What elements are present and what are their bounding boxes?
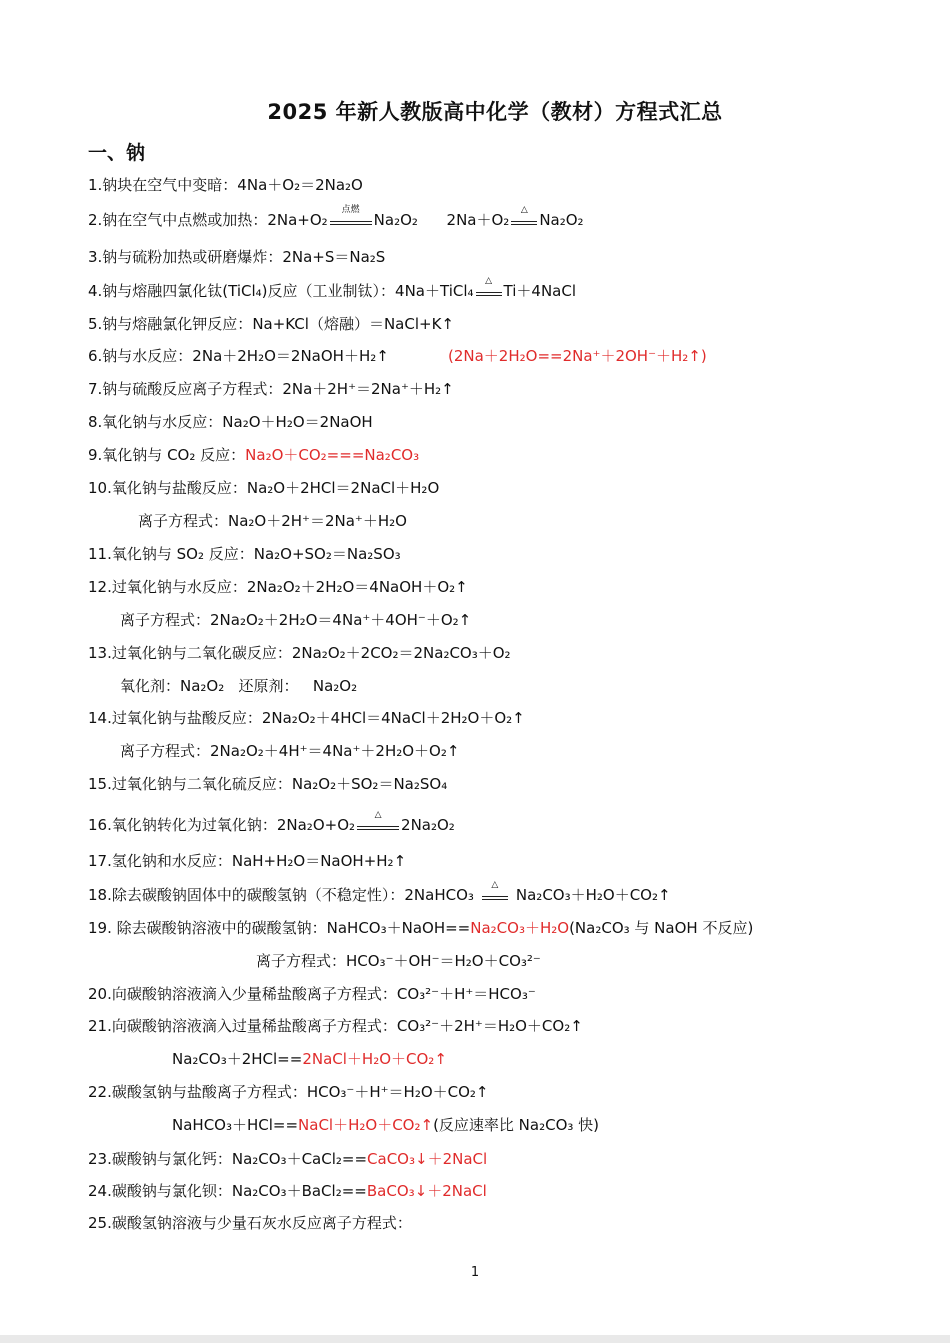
equation-line: 1.钠块在空气中变暗：4Na＋O₂＝2Na₂O bbox=[88, 176, 363, 194]
equation-line: 24.碳酸钠与氯化钡：Na₂CO₃＋BaCl₂==BaCO₃↓＋2NaCl bbox=[88, 1182, 487, 1200]
equation-line: 12.过氧化钠与水反应：2Na₂O₂＋2H₂O＝4NaOH＋O₂↑ bbox=[88, 578, 468, 596]
reaction-condition: △ bbox=[357, 819, 399, 833]
equation-line: 7.钠与硫酸反应离子方程式：2Na＋2H⁺＝2Na⁺＋H₂↑ bbox=[88, 380, 454, 398]
document-title: 2025 年新人教版高中化学（教材）方程式汇总 bbox=[267, 100, 723, 124]
reaction-condition: △ bbox=[511, 214, 537, 228]
equation-line: 离子方程式：2Na₂O₂＋2H₂O＝4Na⁺＋4OH⁻＋O₂↑ bbox=[120, 611, 472, 629]
equation-line: 17.氢化钠和水反应：NaH+H₂O＝NaOH+H₂↑ bbox=[88, 852, 407, 870]
equation-line: 15.过氧化钠与二氧化硫反应：Na₂O₂＋SO₂＝Na₂SO₄ bbox=[88, 775, 448, 793]
equation-line: 5.钠与熔融氯化钾反应：Na+KCl（熔融）＝NaCl+K↑ bbox=[88, 315, 454, 333]
equation-line: 23.碳酸钠与氯化钙：Na₂CO₃＋CaCl₂==CaCO₃↓＋2NaCl bbox=[88, 1150, 488, 1168]
equation-line: 18.除去碳酸钠固体中的碳酸氢钠（不稳定性）：2NaHCO₃ △ Na₂CO₃＋H₂O＋CO₂↑ bbox=[88, 879, 671, 904]
equation-line: 13.过氧化钠与二氧化碳反应：2Na₂O₂＋2CO₂＝2Na₂CO₃＋O₂ bbox=[88, 644, 511, 662]
equation-line: 16.氧化钠转化为过氧化钠：2Na₂O+O₂ △ 2Na₂O₂ bbox=[88, 809, 455, 834]
equation-line: 3.钠与硫粉加热或研磨爆炸：2Na+S＝Na₂S bbox=[88, 248, 386, 266]
equation-line: 氧化剂：Na₂O₂ 还原剂： Na₂O₂ bbox=[120, 677, 358, 695]
equation-line: 11.氧化钠与 SO₂ 反应：Na₂O+SO₂＝Na₂SO₃ bbox=[88, 545, 401, 563]
equation-line: NaHCO₃＋HCl==NaCl＋H₂O＋CO₂↑(反应速率比 Na₂CO₃ 快) bbox=[172, 1116, 600, 1134]
reaction-condition: △ bbox=[482, 889, 508, 903]
equation-line: 25.碳酸氢钠溶液与少量石灰水反应离子方程式： bbox=[88, 1214, 412, 1232]
section-heading: 一、钠 bbox=[88, 142, 146, 164]
page-bottom-edge bbox=[0, 1335, 950, 1343]
page-number: 1 bbox=[470, 1265, 480, 1280]
equation-line: 10.氧化钠与盐酸反应：Na₂O＋2HCl＝2NaCl＋H₂O bbox=[88, 479, 440, 497]
equation-line: 离子方程式：2Na₂O₂＋4H⁺＝4Na⁺＋2H₂O＋O₂↑ bbox=[120, 742, 460, 760]
equation-line: 4.钠与熔融四氯化钛(TiCl₄)反应（工业制钛）：4Na＋TiCl₄ △ Ti＋4NaCl bbox=[88, 275, 576, 300]
equation-line: 21.向碳酸钠溶液滴入过量稀盐酸离子方程式：CO₃²⁻＋2H⁺＝H₂O＋CO₂↑ bbox=[88, 1017, 583, 1035]
equation-line: 20.向碳酸钠溶液滴入少量稀盐酸离子方程式：CO₃²⁻＋H⁺＝HCO₃⁻ bbox=[88, 985, 536, 1003]
equation-line: 9.氧化钠与 CO₂ 反应：Na₂O＋CO₂===Na₂CO₃ bbox=[88, 446, 420, 464]
equation-line: 19. 除去碳酸钠溶液中的碳酸氢钠：NaHCO₃＋NaOH==Na₂CO₃＋H₂O(Na₂CO₃ 与 NaOH 不反应) bbox=[88, 919, 754, 937]
equation-line: 14.过氧化钠与盐酸反应：2Na₂O₂＋4HCl＝4NaCl＋2H₂O＋O₂↑ bbox=[88, 709, 525, 727]
equation-line: 8.氧化钠与水反应：Na₂O＋H₂O＝2NaOH bbox=[88, 413, 373, 431]
equation-line: 2.钠在空气中点燃或加热：2Na+O₂ 点燃 Na₂O₂ 2Na＋O₂ △ Na₂O₂ bbox=[88, 204, 584, 229]
equation-line: 22.碳酸氢钠与盐酸离子方程式：HCO₃⁻＋H⁺＝H₂O＋CO₂↑ bbox=[88, 1083, 489, 1101]
equation-line: 离子方程式：HCO₃⁻＋OH⁻＝H₂O＋CO₃²⁻ bbox=[256, 952, 541, 970]
equation-line: 6.钠与水反应：2Na＋2H₂O＝2NaOH＋H₂↑ (2Na＋2H₂O==2Na⁺＋2OH⁻＋H₂↑) bbox=[88, 347, 707, 365]
equation-line: Na₂CO₃＋2HCl==2NaCl＋H₂O＋CO₂↑ bbox=[172, 1050, 447, 1068]
equation-line: 离子方程式：Na₂O＋2H⁺＝2Na⁺＋H₂O bbox=[138, 512, 407, 530]
reaction-condition: 点燃 bbox=[330, 214, 372, 228]
reaction-condition: △ bbox=[476, 285, 502, 299]
